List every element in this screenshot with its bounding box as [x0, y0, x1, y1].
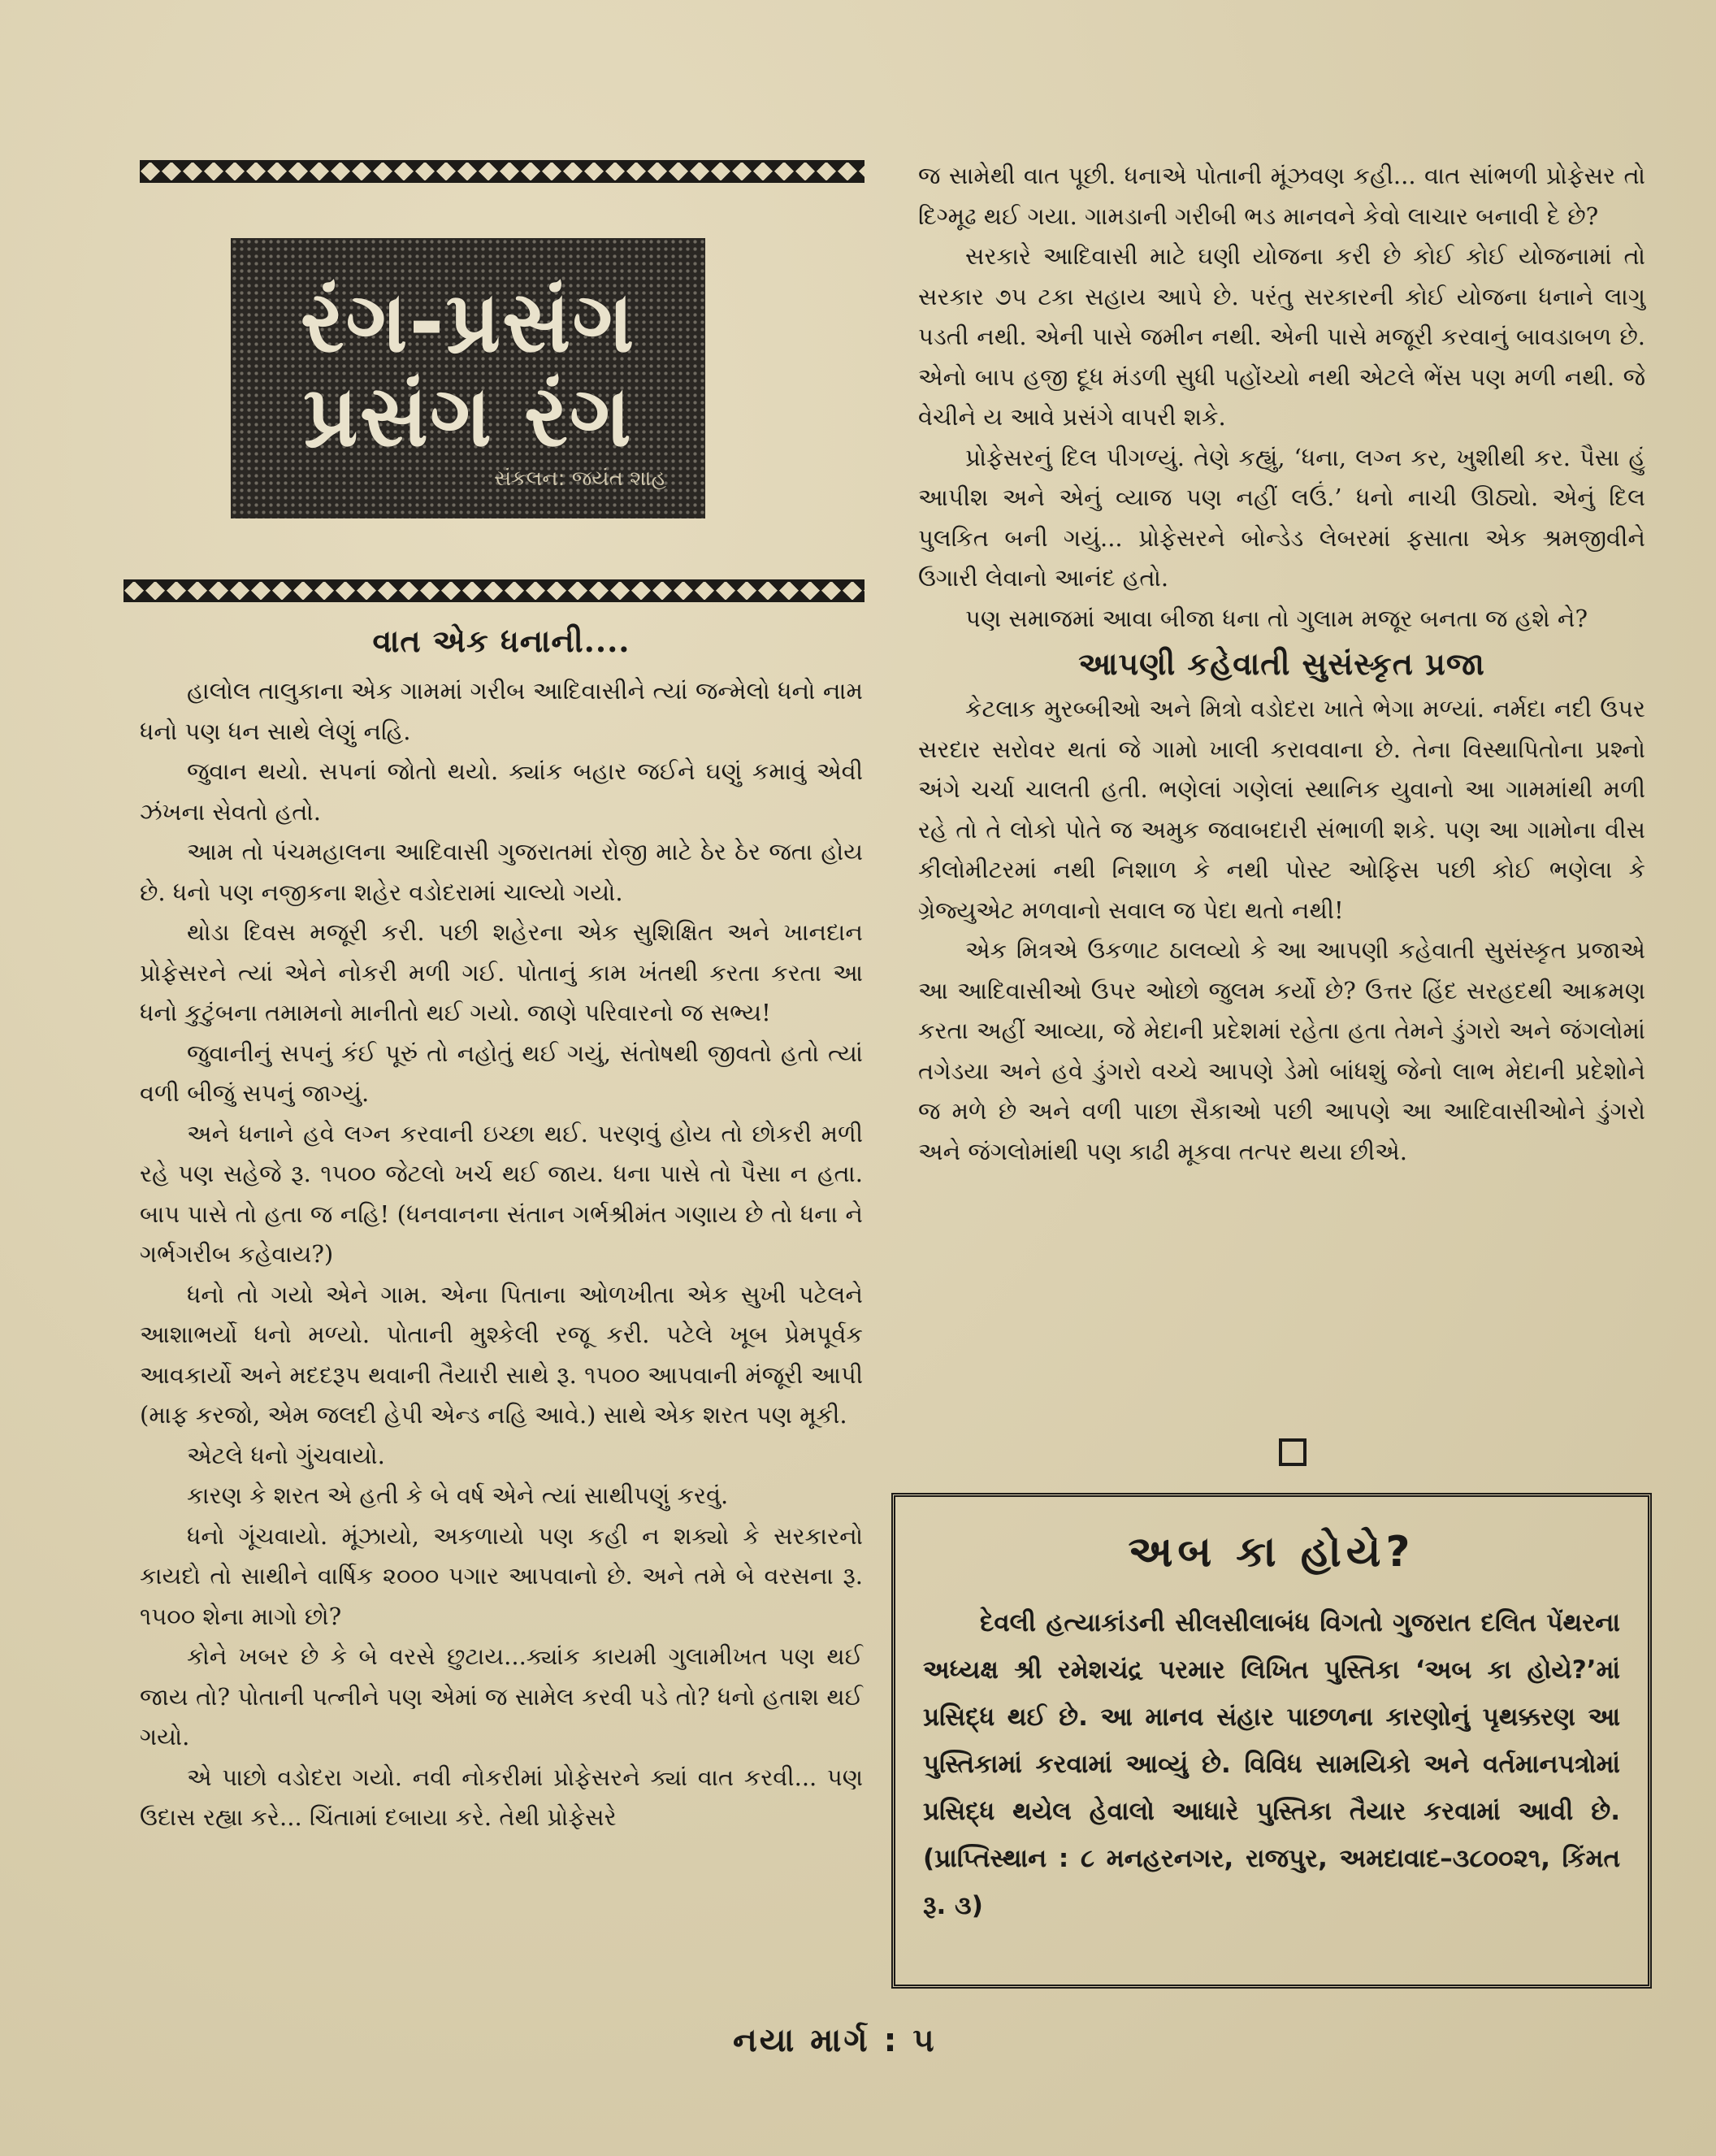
section-title-block: [231, 238, 705, 518]
end-of-article-square: [1279, 1438, 1306, 1466]
paragraph: એક મિત્રએ ઉકળાટ ઠાલવ્યો કે આ આપણી કહેવાતી સુસંસ્કૃત પ્રજાએ આ આદિવાસીઓ ઉપર ઓછો જુલમ કર્યો છે? ઉત્તર હિંદ સરહદથી આક્રમણ કરતા અહીં આવ્યા, જે મેદાની પ્રદેશમાં રહેતા હતા તેમને ડુંગરો અને જંગલોમાં તગેડયા અને હવે ડુંગરો વચ્ચે આપણે ડેમો બાંધશું જેનો લાભ મેદાની પ્રદેશોને જ મળે છે અને વળી પાછા સૈકાઓ પછી આપણે આ આદિવાસીઓને ડુંગરો અને જંગલોમાંથી પણ કાઢી મૂકવા તત્પર થયા છીએ.: [918, 936, 1645, 1165]
paragraph: પ્રોફેસરનું દિલ પીગળ્યું. તેણે કહ્યું, ‘ધના, લગ્ન કર, ખુશીથી કર. પૈસા હું આપીશ અને એનું વ્યાજ પણ નહીં લઉં.’ ધનો નાચી ઊઠ્યો. એનું દિલ પુલકિત બની ગયું... પ્રોફેસરને બોન્ડેડ લેબરમાં ફસાતા એક શ્રમજીવીને ઉગારી લેવાનો આનંદ હતો.: [918, 443, 1645, 592]
paragraph: થોડા દિવસ મજૂરી કરી. પછી શહેરના એક સુશિક્ષિત અને ખાનદાન પ્રોફેસરને ત્યાં એને નોકરી મળી ગઈ. પોતાનું કામ ખંતથી કરતા કરતા આ ધનો કુટુંબના તમામનો માનીતો થઈ ગયો. જાણે પરિવારનો જ સભ્ય!: [140, 918, 863, 1026]
paragraph: જુવાન થયો. સપનાં જોતો થયો. ક્યાંક બહાર જઈને ઘણું કમાવું એવી ઝંખના સેવતો હતો.: [140, 757, 863, 826]
paragraph: એટલે ધનો ગુંચવાયો.: [187, 1441, 385, 1469]
box-title: અબ કા હોયે?: [1128, 1528, 1415, 1577]
paragraph: જુવાનીનું સપનું કંઈ પૂરું તો નહોતું થઈ ગયું, સંતોષથી જીવતો હતો ત્યાં વળી બીજું સપનું જાગ્યું.: [140, 1039, 863, 1107]
paragraph: એ પાછો વડોદરા ગયો. નવી નોકરીમાં પ્રોફેસરને ક્યાં વાત કરવી... પણ ઉદાસ રહ્યા કરે... ચિંતામાં દબાયા કરે. તેથી પ્રોફેસરે: [140, 1763, 863, 1831]
section-heading: આપણી કહેવાતી સુસંસ્કૃત પ્રજા: [1078, 645, 1485, 682]
title-line-1: રંગ-પ્રસંગ: [300, 272, 636, 371]
paragraph: જ સામેથી વાત પૂછી. ધનાએ પોતાની મૂંઝવણ કહી... વાત સાંભળી પ્રોફેસર તો દિગ્મૂઢ થઈ ગયા. ગામડાની ગરીબી ભડ માનવને કેવો લાચાર બનાવી દે છે?: [918, 162, 1645, 230]
left-column: [140, 616, 863, 1838]
paragraph: કારણ કે શરત એ હતી કે બે વર્ષ એને ત્યાં સાથીપણું કરવું.: [187, 1481, 729, 1509]
title-line-2: પ્રસંગ રંગ: [303, 367, 633, 466]
paragraph: પણ સમાજમાં આવા બીજા ધના તો ગુલામ મજૂર બનતા જ હશે ને?: [965, 604, 1588, 632]
paragraph: ધનો તો ગયો એને ગામ. એના પિતાના ઓળખીતા એક સુખી પટેલને આશાભર્યો ધનો મળ્યો. પોતાની મુશ્કેલી રજૂ કરી. પટેલે ખૂબ પ્રેમપૂર્વક આવકાર્યો અને મદદરૂપ થવાની તૈયારી સાથે રૂ. ૧૫૦૦ આપવાની મંજૂરી આપી (માફ કરજો, એમ જલદી હેપી એન્ડ નહિ આવે.) સાથે એક શરત પણ મૂકી.: [140, 1280, 863, 1429]
paragraph: કોને ખબર છે કે બે વરસે છુટાય...ક્યાંક કાયમી ગુલામીખત પણ થઈ જાય તો? પોતાની પત્નીને પણ એમાં જ સામેલ કરવી પડે તો? ધનો હતાશ થઈ ગયો.: [140, 1642, 863, 1750]
box-text: દેવલી હત્યાકાંડની સીલસીલાબંધ વિગતો ગુજરાત દલિત પેંથરના અધ્યક્ષ શ્રી રમેશચંદ્ર પરમાર લિખિત પુસ્તિકા ‘અબ કા હોયે?’માં પ્રસિદ્ધ થઈ છે. આ માનવ સંહાર પાછળના કારણોનું પૃથક્કરણ આ પુસ્તિકામાં કરવામાં આવ્યું છે. વિવિધ સામયિકો અને વર્તમાનપત્રોમાં પ્રસિદ્ધ થયેલ હેવાલો આધારે પુસ્તિકા તૈયાર કરવામાં આવી છે. (પ્રાપ્તિસ્થાન : ૮ મનહરનગર, રાજપુર, અમદાવાદ–૩૮૦૦૨૧, કિંમત રૂ. ૩): [923, 1608, 1620, 1920]
paragraph: આમ તો પંચમહાલના આદિવાસી ગુજરાતમાં રોજી માટે ઠેર ઠેર જતા હોય છે. ધનો પણ નજીકના શહેર વડોદરામાં ચાલ્યો ગયો.: [140, 838, 863, 906]
title-byline: સંકલન: જયંત શાહ: [494, 466, 666, 491]
paragraph: સરકારે આદિવાસી માટે ઘણી યોજના કરી છે કોઈ કોઈ યોજનામાં તો સરકાર ૭૫ ટકા સહાય આપે છે. પરંતુ સરકારની કોઈ યોજના ધનાને લાગુ પડતી નથી. એની પાસે જમીન નથી. એની પાસે મજૂરી કરવાનું બાવડાબળ છે. એનો બાપ હજી દૂધ મંડળી સુધી પહોંચ્યો નથી એટલે ભેંસ પણ મળી નથી. જે વેચીને ય આવે પ્રસંગે વાપરી શકે.: [918, 242, 1645, 431]
top-decorative-border: [140, 160, 864, 183]
book-notice-box: [891, 1493, 1652, 1989]
article-heading: વાત એક ધનાની....: [372, 623, 630, 659]
paragraph: ધનો ગૂંચવાયો. મૂંઝાયો, અકળાયો પણ કહી ન શક્યો કે સરકારનો કાયદો તો સાથીને વાર્ષિક ૨૦૦૦ પગાર આપવાનો છે. અને તમે બે વરસના રૂ. ૧૫૦૦ શેના માગો છો?: [140, 1521, 863, 1630]
page-footer: નયા માર્ગ : ૫: [733, 2022, 937, 2059]
right-column: [918, 156, 1645, 1172]
paragraph: અને ધનાને હવે લગ્ન કરવાની ઇચ્છા થઈ. પરણવું હોય તો છોકરી મળી રહે પણ સહેજે રૂ. ૧૫૦૦ જેટલો ખર્ચ થઈ જાય. ધના પાસે તો પૈસા ન હતા. બાપ પાસે તો હતા જ નહિ! (ધનવાનના સંતાન ગર્ભશ્રીમંત ગણાય છે તો ધના ને ગર્ભગરીબ કહેવાય?): [140, 1119, 863, 1268]
lower-decorative-border: [124, 579, 864, 602]
paragraph: હાલોલ તાલુકાના એક ગામમાં ગરીબ આદિવાસીને ત્યાં જન્મેલો ધનો નામ ધનો પણ ધન સાથે લેણું નહિ.: [140, 677, 863, 745]
paragraph: કેટલાક મુરબ્બીઓ અને મિત્રો વડોદરા ખાતે ભેગા મળ્યાં. નર્મદા નદી ઉપર સરદાર સરોવર થતાં જે ગામો ખાલી કરાવવાના છે. તેના વિસ્થાપિતોના પ્રશ્નો અંગે ચર્ચા ચાલતી હતી. ભણેલાં ગણેલાં સ્થાનિક યુવાનો આ ગામમાંથી મળી રહે તો તે લોકો પોતે જ અમુક જવાબદારી સંભાળી શકે. પણ આ ગામોના વીસ કીલોમીટરમાં નથી નિશાળ કે નથી પોસ્ટ ઓફિસ પછી કોઈ ભણેલા કે ગ્રેજ્યુએટ મળવાનો સવાલ જ પેદા થતો નથી!: [918, 695, 1645, 924]
